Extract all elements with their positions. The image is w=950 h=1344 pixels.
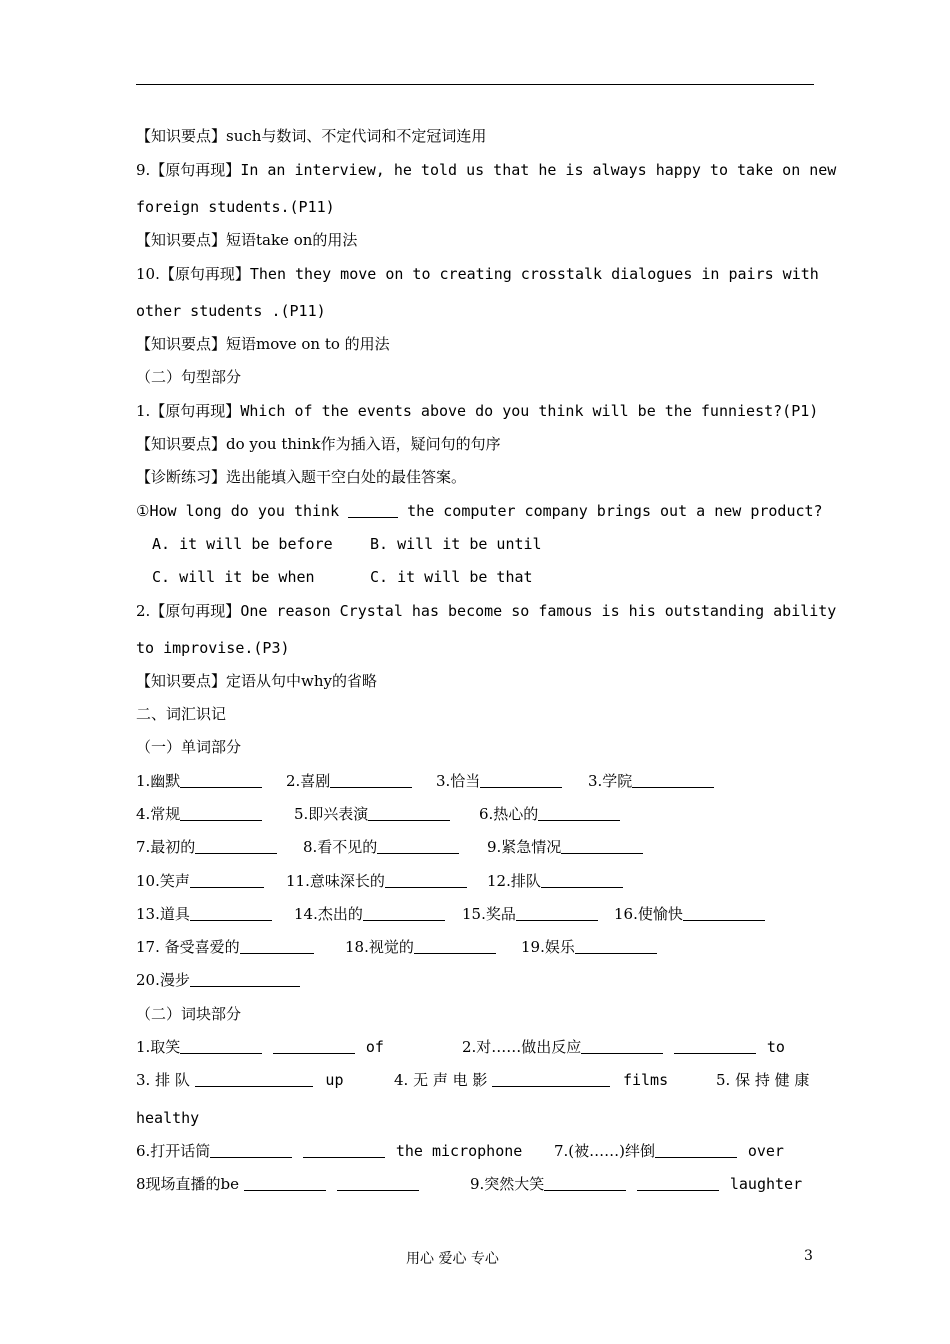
- word-item: 15.奖品: [462, 904, 598, 924]
- word-blank[interactable]: [414, 939, 496, 954]
- word-blank[interactable]: [190, 972, 300, 987]
- phrase-item: 8现场直播的be: [136, 1174, 419, 1194]
- phrase-item: 5. 保 持 健 康: [716, 1071, 810, 1089]
- word-item: 3.学院: [588, 771, 714, 791]
- phrases-title: （二）词块部分: [136, 1005, 242, 1023]
- item9-continuation: foreign students.(P11): [136, 198, 335, 216]
- phrase-blank[interactable]: [492, 1072, 610, 1087]
- word-item: 5.即兴表演: [294, 804, 450, 824]
- word-item: 1.幽默: [136, 771, 262, 791]
- item10-text: Then they move on to creating crosstalk dialogues in pairs with: [249, 265, 819, 283]
- s1-question-suffix: the computer company brings out a new product?: [407, 502, 823, 520]
- phrase-blank[interactable]: [337, 1176, 419, 1191]
- vocab-title: 二、词汇识记: [136, 705, 227, 723]
- s1-label: 1.【原句再现】: [136, 402, 241, 420]
- phrase-item: 3. 排 队 up: [136, 1071, 344, 1089]
- word-item: 19.娱乐: [521, 937, 657, 957]
- option-a: A. it will be before: [152, 535, 333, 553]
- word-blank[interactable]: [632, 773, 714, 788]
- word-item: 11.意味深长的: [286, 871, 467, 891]
- s2-knowledge-point: 【知识要点】定语从句中why的省略: [136, 672, 377, 690]
- phrase-item: 7.(被……)绊倒 over: [554, 1142, 784, 1160]
- page-number: 3: [804, 1248, 813, 1264]
- word-blank[interactable]: [180, 806, 262, 821]
- word-item: 8.看不见的: [303, 837, 459, 857]
- item10-label: 10.【原句再现】: [136, 265, 250, 283]
- s1-question-prefix: ①How long do you think: [136, 502, 340, 520]
- s2-continuation: to improvise.(P3): [136, 639, 290, 657]
- word-blank[interactable]: [195, 839, 277, 854]
- word-blank[interactable]: [363, 906, 445, 921]
- item10-knowledge-point: 【知识要点】短语move on to 的用法: [136, 335, 390, 353]
- phrase-item: 2.对……做出反应 to: [462, 1038, 785, 1056]
- phrase-blank[interactable]: [273, 1039, 355, 1054]
- s1-text: Which of the events above do you think will be the funniest?(P1): [240, 402, 819, 420]
- phrase-continuation: healthy: [136, 1109, 200, 1127]
- word-item: 13.道具: [136, 904, 272, 924]
- phrase-item: 6.打开话筒 the microphone: [136, 1142, 523, 1160]
- knowledge-point-such: 【知识要点】such与数词、不定代词和不定冠词连用: [136, 127, 487, 145]
- word-blank[interactable]: [538, 806, 620, 821]
- phrase-blank[interactable]: [544, 1176, 626, 1191]
- option-c: C. will it be when: [152, 568, 315, 586]
- item10-continuation: other students .(P11): [136, 302, 326, 320]
- answer-blank[interactable]: [348, 503, 398, 518]
- s1-question: [136, 501, 823, 521]
- word-blank[interactable]: [180, 773, 262, 788]
- word-item: 3.恰当: [436, 771, 562, 791]
- item9-knowledge-point: 【知识要点】短语take on的用法: [136, 231, 358, 249]
- phrase-blank[interactable]: [637, 1176, 719, 1191]
- word-blank[interactable]: [368, 806, 450, 821]
- s2-sentence: [136, 601, 837, 621]
- word-blank[interactable]: [480, 773, 562, 788]
- words-title: （一）单词部分: [136, 738, 242, 756]
- phrase-blank[interactable]: [244, 1176, 326, 1191]
- word-item: 20.漫步: [136, 970, 300, 990]
- phrase-item: 1.取笑 of: [136, 1038, 384, 1056]
- item9-label: 9.【原句再现】: [136, 161, 241, 179]
- sentence-section-title: （二）句型部分: [136, 368, 242, 386]
- word-blank[interactable]: [330, 773, 412, 788]
- option-b: B. will it be until: [370, 535, 542, 553]
- item10-sentence: [136, 264, 819, 284]
- word-blank[interactable]: [377, 839, 459, 854]
- word-item: 14.杰出的: [294, 904, 445, 924]
- word-item: 6.热心的: [479, 804, 620, 824]
- word-blank[interactable]: [190, 906, 272, 921]
- word-blank[interactable]: [240, 939, 314, 954]
- word-item: 7.最初的: [136, 837, 277, 857]
- s2-text: One reason Crystal has become so famous is his outstanding ability: [240, 602, 837, 620]
- option-d: C. it will be that: [370, 568, 533, 586]
- phrase-item: 9.突然大笑 laughter: [470, 1175, 803, 1193]
- phrase-blank[interactable]: [303, 1143, 385, 1158]
- item9-sentence: [136, 160, 837, 180]
- word-item: 12.排队: [487, 871, 623, 891]
- word-item: 18.视觉的: [345, 937, 496, 957]
- header-rule: [136, 84, 814, 85]
- word-item: 2.喜剧: [286, 771, 412, 791]
- phrase-blank[interactable]: [674, 1039, 756, 1054]
- phrase-item: 4. 无 声 电 影 films: [394, 1071, 669, 1089]
- word-item: 16.使愉快: [614, 904, 765, 924]
- word-item: 10.笑声: [136, 871, 264, 891]
- word-item: 17. 备受喜爱的: [136, 937, 314, 957]
- phrase-blank[interactable]: [180, 1039, 262, 1054]
- word-blank[interactable]: [561, 839, 643, 854]
- word-blank[interactable]: [516, 906, 598, 921]
- phrase-blank[interactable]: [581, 1039, 663, 1054]
- phrase-blank[interactable]: [210, 1143, 292, 1158]
- phrase-blank[interactable]: [195, 1072, 313, 1087]
- s2-label: 2.【原句再现】: [136, 602, 241, 620]
- item9-text: In an interview, he told us that he is always happy to take on new: [240, 161, 837, 179]
- word-item: 9.紧急情况: [487, 837, 643, 857]
- s1-sentence: [136, 401, 819, 421]
- s1-knowledge-point: 【知识要点】do you think作为插入语，疑问句的句序: [136, 435, 501, 453]
- word-blank[interactable]: [541, 873, 623, 888]
- word-blank[interactable]: [385, 873, 467, 888]
- phrase-blank[interactable]: [655, 1143, 737, 1158]
- word-blank[interactable]: [575, 939, 657, 954]
- s1-practice-instruction: 【诊断练习】选出能填入题干空白处的最佳答案。: [136, 468, 467, 486]
- word-blank[interactable]: [190, 873, 264, 888]
- word-item: 4.常规: [136, 804, 262, 824]
- footer-motto: 用心 爱心 专心: [406, 1251, 499, 1267]
- word-blank[interactable]: [683, 906, 765, 921]
